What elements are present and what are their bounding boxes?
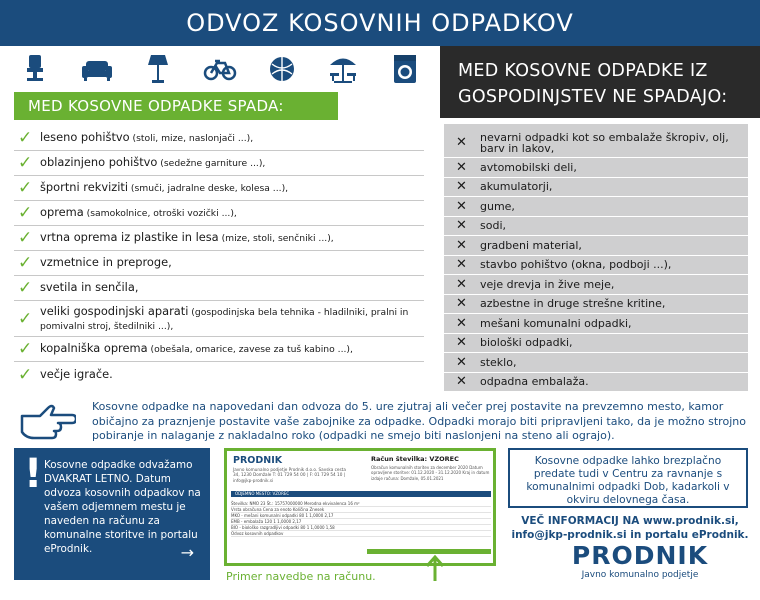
- chair-icon: [18, 52, 52, 86]
- arrow-up-icon: [424, 554, 446, 582]
- not-allowed-heading-line1: MED KOSOVNE ODPADKE IZ: [458, 61, 708, 81]
- page-title: ODVOZ KOSOVNIH ODPADKOV: [0, 0, 760, 46]
- item-main: veliki gospodinjski aparati: [40, 303, 189, 318]
- list-item: [14, 126, 424, 151]
- item-text: biološki odpadki,: [480, 336, 573, 350]
- more-info-line2[interactable]: info@jkp-prodnik.si in portalu eProdnik.: [511, 529, 749, 541]
- list-item: [444, 373, 748, 393]
- item-text: akumulatorji,: [480, 180, 553, 194]
- more-info: [508, 514, 752, 542]
- not-allowed-list: [444, 124, 748, 392]
- list-item: [444, 256, 748, 276]
- item-main: oprema: [40, 205, 84, 219]
- arrow-right-icon: →: [180, 543, 194, 562]
- cross-icon: ✕: [456, 335, 467, 351]
- list-item: [14, 337, 424, 362]
- item-text: azbestne in druge strešne kritine,: [480, 297, 666, 311]
- check-icon: ✓: [18, 308, 33, 329]
- item-main: vzmetnice in preproge,: [40, 255, 172, 269]
- item-main: leseno pohištvo: [40, 130, 130, 144]
- exclamation-icon: !: [24, 451, 43, 497]
- ball-icon: [265, 52, 299, 86]
- item-text: steklo,: [480, 355, 517, 369]
- cross-icon: ✕: [456, 296, 467, 312]
- invoice-caption: Primer navedbe na računu.: [226, 570, 376, 583]
- item-text: gume,: [480, 199, 515, 213]
- collection-info-text: Kosovne odpadke odvažamo DVAKRAT LETNO. Datum odvoza kosovnih odpadkov na vašem odjemnem mestu je naveden na računu za komunalne storitve in portalu eProdnik.: [44, 459, 201, 555]
- brand-name: PRODNIK: [571, 541, 709, 570]
- list-item: [444, 295, 748, 315]
- collection-info-box: [14, 448, 210, 580]
- item-text: sodi,: [480, 219, 506, 233]
- list-item: [14, 251, 424, 276]
- list-item: [444, 236, 748, 256]
- list-item: [14, 362, 424, 387]
- list-item: [14, 276, 424, 301]
- more-info-line1[interactable]: VEČ INFORMACIJ NA www.prodnik.si,: [521, 515, 739, 527]
- check-icon: ✓: [18, 228, 33, 248]
- cross-icon: ✕: [456, 257, 467, 273]
- item-text: avtomobilski deli,: [480, 160, 577, 174]
- cross-icon: ✕: [456, 374, 467, 390]
- cross-icon: ✕: [456, 135, 467, 150]
- item-sub: (mize, stoli, senčniki ...),: [218, 233, 334, 244]
- brand-logo: [560, 542, 720, 580]
- check-icon: ✓: [18, 339, 33, 359]
- list-item: [444, 353, 748, 373]
- invoice-address: Javno komunalno podjetje Prodnik d.o.o. Savska cesta 34, 1230 Domžale T: 01 729 54 00 | F: 01 729 54 10 | info@jkp-prodnik.si: [233, 467, 346, 483]
- sofa-icon: [80, 52, 114, 86]
- washing-machine-icon: [388, 52, 422, 86]
- list-item: [444, 178, 748, 198]
- invoice-lines: [231, 501, 491, 537]
- item-main: oblazinjeno pohištvo: [40, 155, 158, 169]
- list-item: [444, 217, 748, 237]
- item-main: vrtna oprema iz plastike in lesa: [40, 230, 219, 244]
- list-item: [14, 201, 424, 226]
- item-text: gradbeni material,: [480, 238, 582, 252]
- list-item: [444, 128, 748, 158]
- check-icon: ✓: [18, 128, 33, 148]
- check-icon: ✓: [18, 364, 33, 385]
- check-icon: ✓: [18, 278, 33, 298]
- item-main: kopalniška oprema: [40, 341, 148, 355]
- list-item: [14, 226, 424, 251]
- notice-text: Kosovne odpadke na napovedani dan odvoza do 5. ure zjutraj ali večer prej postavite na prevzemno mesto, kamor običajno za praznjenje postavite vaše zabojnike za odpadke. Odpadki morajo biti pripravljeni tako, da je možno strojno pobiranje in nalaganje z nakladalno roko (odpadki ne smejo biti naslonjeni na steno ali ograjo).: [92, 400, 746, 442]
- item-text: mešani komunalni odpadki,: [480, 316, 632, 330]
- invoice-title: Račun številka: VZOREC: [371, 455, 459, 463]
- brand-tagline: Javno komunalno podjetje: [581, 570, 699, 580]
- cross-icon: ✕: [456, 276, 467, 292]
- list-item: [14, 176, 424, 201]
- check-icon: ✓: [18, 178, 33, 198]
- cross-icon: ✕: [456, 354, 467, 370]
- invoice-line: MKO - mešani komunalni odpadki 80 1 1,0000 2,17: [231, 513, 491, 519]
- item-text: veje drevja in žive meje,: [480, 277, 615, 291]
- cross-icon: ✕: [456, 198, 467, 214]
- dob-center-text: Kosovne odpadke lahko brezplačno predate tudi v Centru za ravnanje s komunalnimi odpadki Dob, kadarkoli v okviru delovnega časa.: [526, 455, 730, 506]
- cross-icon: ✕: [456, 315, 467, 331]
- lamp-icon: [141, 52, 175, 86]
- dob-center-box: [508, 448, 748, 508]
- not-allowed-heading: [440, 46, 760, 118]
- item-text: stavbo pohištvo (okna, podboji ...),: [480, 258, 672, 272]
- invoice-sample: [224, 448, 496, 566]
- item-sub: (sedežne garniture ...),: [157, 158, 266, 169]
- item-sub: (obešala, omarice, zavese za tuš kabino ...),: [147, 344, 353, 355]
- list-item: [444, 314, 748, 334]
- invoice-line: Odvoz kosovnih odpadkov: [231, 531, 491, 537]
- item-main: športni rekviziti: [40, 180, 129, 194]
- notice: [14, 398, 754, 444]
- list-item: [444, 197, 748, 217]
- list-item: [14, 151, 424, 176]
- cross-icon: ✕: [456, 179, 467, 195]
- list-item: [444, 334, 748, 354]
- item-sub: (smuči, jadralne deske, kolesa ...),: [128, 183, 289, 194]
- item-sub: (stoli, mize, naslonjači ...),: [129, 133, 254, 144]
- invoice-line: BIO - biološko razgradljivi odpadki 80 1 1,0000 1,58: [231, 525, 491, 531]
- cross-icon: ✕: [456, 218, 467, 234]
- item-sub: (gospodinjska bela tehnika - hladilniki, pralni in pomivalni stroj, štedilniki ...),: [40, 306, 409, 332]
- invoice-line: Vrsta obračuna Cena za enoto Količina Znesek: [231, 507, 491, 513]
- invoice-line: Številka: NMO 23 Št.: 15757000000 Merodna ekvivalenca 16 m²: [231, 501, 491, 507]
- item-sub: (samokolnice, otroški vozički ...),: [83, 208, 237, 219]
- icon-row: [0, 46, 440, 92]
- not-allowed-heading-line2: GOSPODINJSTEV NE SPADAJO:: [458, 87, 728, 107]
- item-main: svetila in senčila,: [40, 280, 139, 294]
- item-main: večje igrače.: [40, 366, 113, 381]
- invoice-logo: PRODNIK: [233, 455, 283, 466]
- garden-umbrella-icon: [326, 52, 360, 86]
- cross-icon: ✕: [456, 237, 467, 253]
- pointing-hand-icon: [18, 400, 76, 440]
- invoice-line: EMB - embalaža 120 1 1,0000 2,17: [231, 519, 491, 525]
- list-item: [444, 275, 748, 295]
- check-icon: ✓: [18, 203, 33, 223]
- allowed-heading: MED KOSOVNE ODPADKE SPADA:: [14, 92, 338, 120]
- item-text: nevarni odpadki kot so embalaže škropiv, olj, barv in lakov,: [480, 130, 729, 155]
- invoice-band-text: ODJEMNO MESTO: VZOREC: [235, 491, 290, 496]
- bicycle-icon: [203, 52, 237, 86]
- item-text: odpadna embalaža.: [480, 375, 589, 389]
- list-item: [444, 158, 748, 178]
- allowed-list: [14, 126, 424, 387]
- invoice-meta: Obračun komunalnih storitev za december 2020 Datum opravljene storitve: 01.12.2020 - 31.12.2020 Kraj in datum izdaje računa: Domžale, 05.01.2021: [371, 465, 490, 481]
- check-icon: ✓: [18, 153, 33, 173]
- list-item: [14, 301, 424, 337]
- cross-icon: ✕: [456, 159, 467, 175]
- check-icon: ✓: [18, 253, 33, 273]
